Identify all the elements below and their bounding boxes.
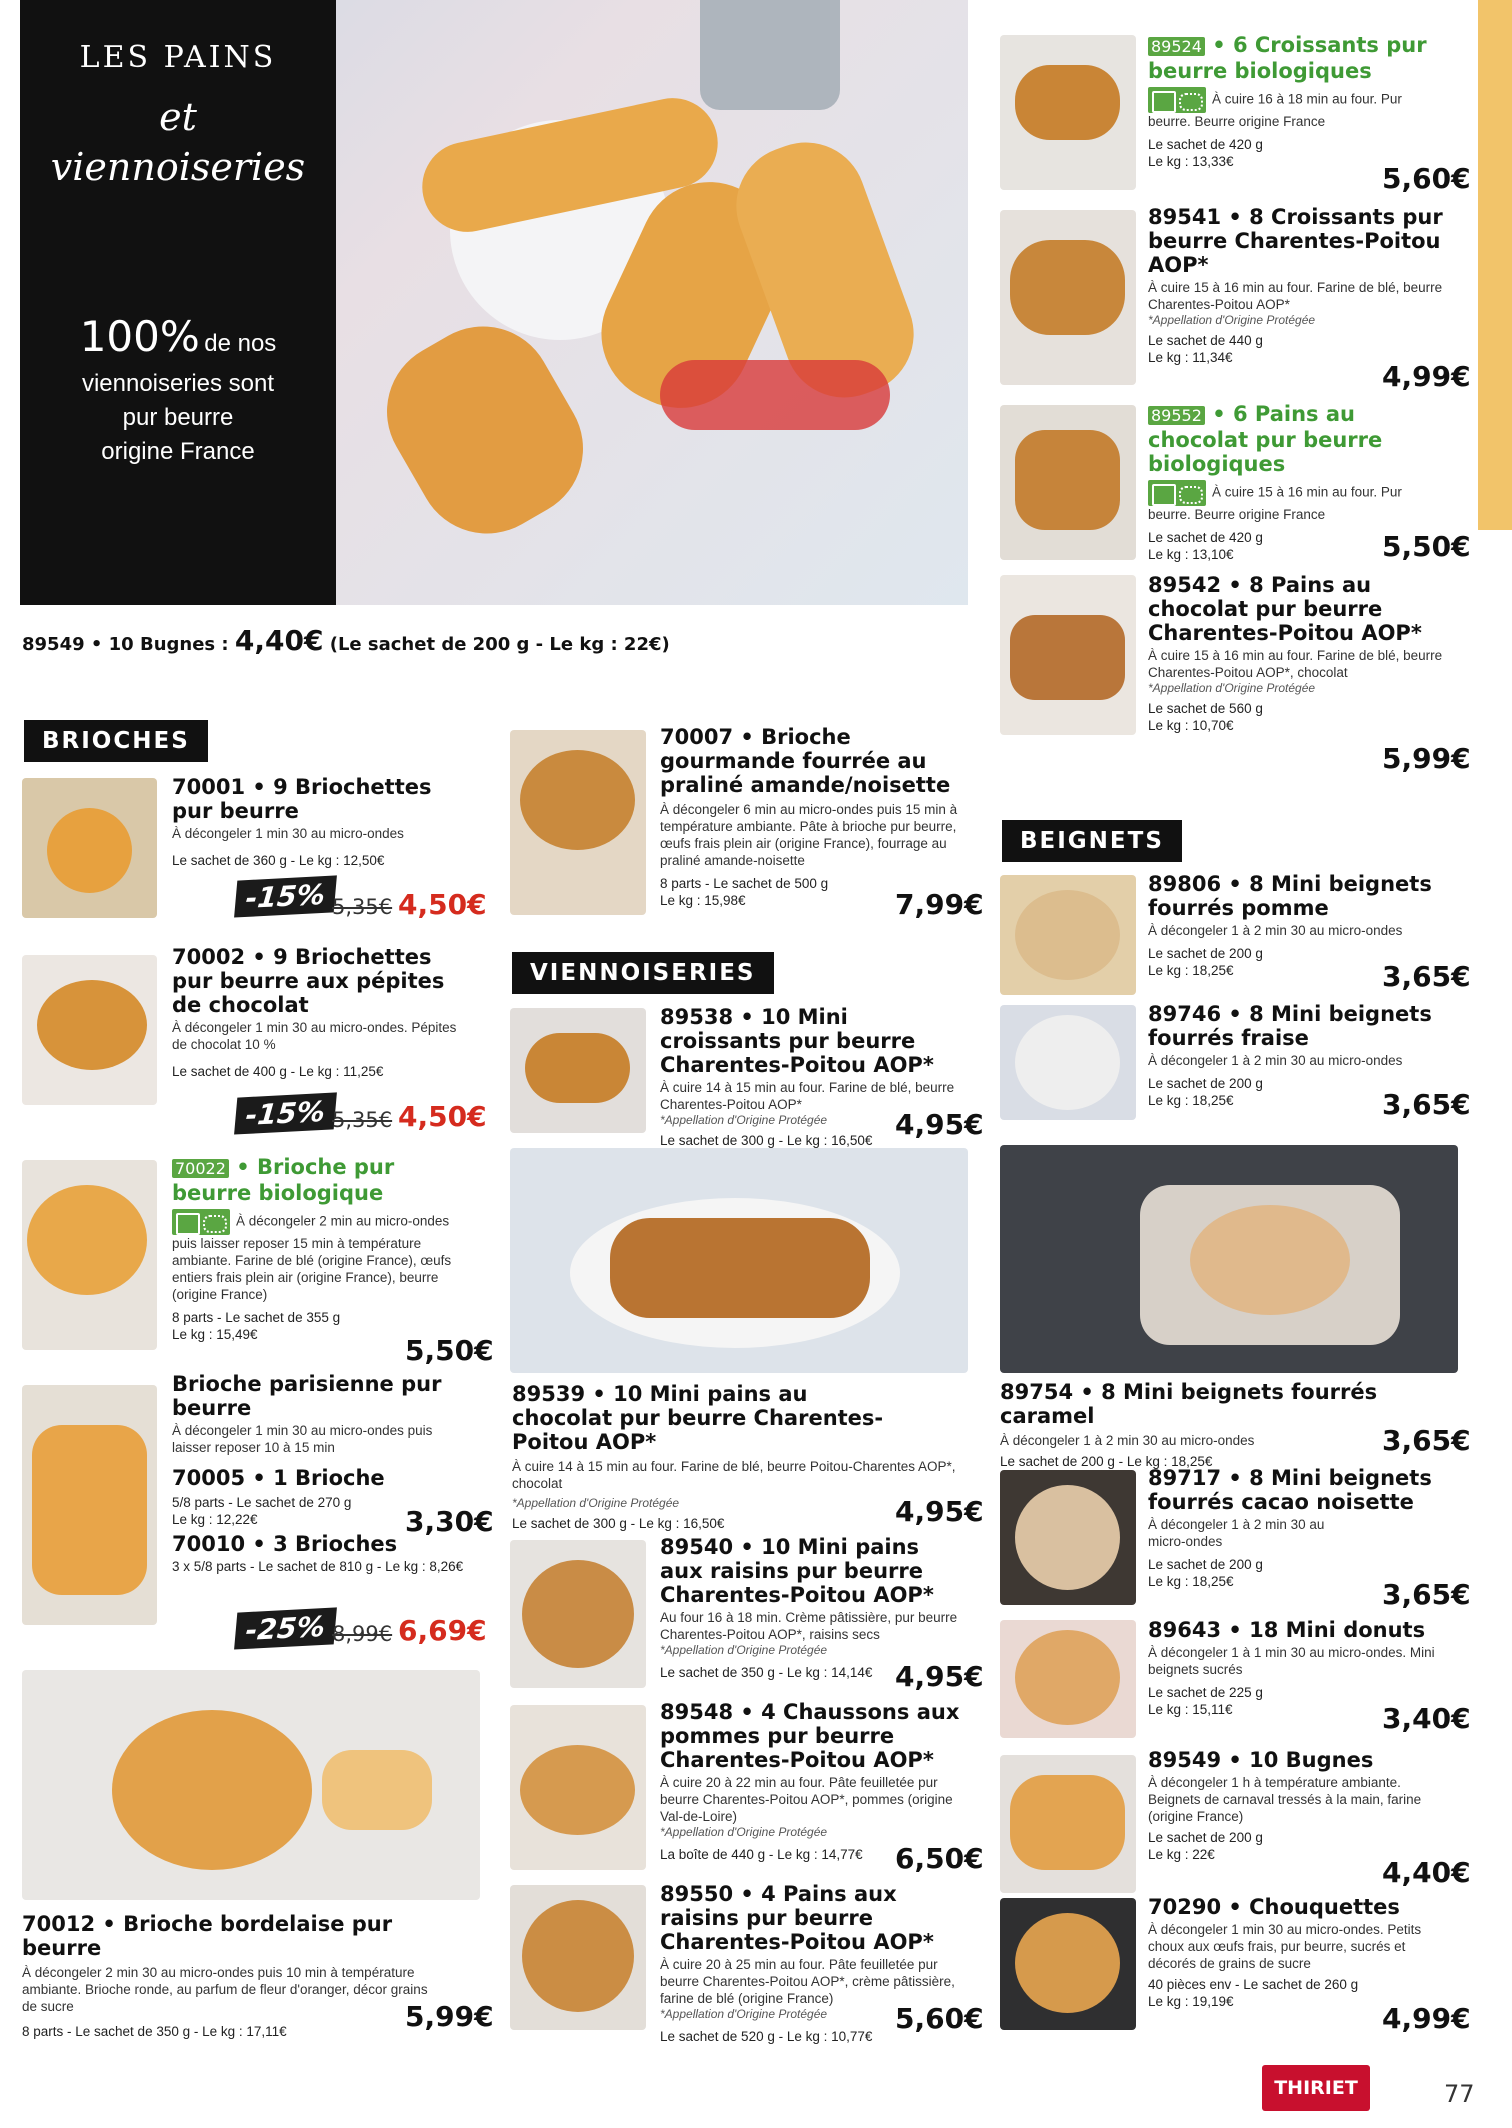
product-pack: 3 x 5/8 parts - Le sachet de 810 g - Le kg : 8,26€ (172, 1559, 464, 1574)
product-name: 70007 • Brioche gourmande fourrée au praliné amande/noisette (660, 725, 951, 797)
product-footnote: *Appellation d'Origine Protégée (512, 1496, 680, 1510)
photo-croissants-bio (1000, 35, 1136, 190)
product-pack: 8 parts - Le sachet de 350 g - Le kg : 17,11€ (22, 2024, 287, 2039)
product-code: 89552 (1148, 406, 1205, 425)
product-desc: À décongeler 1 min 30 au micro-ondes puis laisser reposer 10 à 15 min (172, 1423, 433, 1455)
product-name: 89540 • 10 Mini pains aux raisins pur beurre Charentes-Poitou AOP* (660, 1535, 934, 1607)
product-89549 (1148, 1748, 1448, 1863)
product-price: 4,99€ (1382, 360, 1471, 393)
product-price: 3,40€ (1382, 1702, 1471, 1735)
product-price: 5,60€ (895, 2002, 984, 2035)
product-desc: À décongeler 1 à 2 min 30 au micro-ondes (1000, 1433, 1255, 1448)
photo-beignets-cacao (1000, 1470, 1136, 1605)
product-code: 70022 (172, 1159, 229, 1178)
photo-mini-pains-chocolat (510, 1148, 968, 1373)
product-pack: Le sachet de 420 g (1148, 530, 1263, 545)
product-price: 5,50€ (405, 1334, 494, 1367)
new-price: 4,50€ (398, 1100, 487, 1133)
product-name: 89806 • 8 Mini beignets fourrés pomme (1148, 872, 1432, 920)
product-pack: La boîte de 440 g - Le kg : 14,77€ (660, 1847, 863, 1862)
product-name: 70001 • 9 Briochettes pur beurre (172, 775, 432, 823)
hero-title-2: et (159, 95, 197, 139)
product-pack: Le sachet de 420 g (1148, 137, 1263, 152)
product-name: 89538 • 10 Mini croissants pur beurre Charentes-Poitou AOP* (660, 1005, 934, 1077)
product-price-kg: Le kg : 11,34€ (1148, 350, 1233, 365)
hero-caption-tail: (Le sachet de 200 g - Le kg : 22€) (323, 634, 670, 655)
product-name: 89542 • 8 Pains au chocolat pur beurre Charentes-Poitou AOP* (1148, 573, 1422, 645)
photo-chaussons-pommes (510, 1705, 646, 1870)
bio-label-icon (172, 1209, 230, 1235)
discount-badge: -15% (234, 1092, 336, 1134)
discount-badge: -15% (234, 875, 336, 917)
product-pack: Le sachet de 225 g (1148, 1685, 1263, 1700)
product-name: 89541 • 8 Croissants pur beurre Charentes-Poitou AOP* (1148, 205, 1443, 277)
product-name: 89549 • 10 Bugnes (1148, 1748, 1374, 1772)
product-name: 89550 • 4 Pains aux raisins pur beurre Charentes-Poitou AOP* (660, 1882, 934, 1954)
product-pack: Le sachet de 200 g (1148, 1076, 1263, 1091)
product-desc: À décongeler 1 min 30 au micro-ondes. Petits choux aux œufs frais, pur beurre, sucrés et décorés de grains de sucre (1148, 1922, 1422, 1971)
product-name: 70002 • 9 Briochettes pur beurre aux pépites de chocolat (172, 945, 445, 1017)
product-footnote: *Appellation d'Origine Protégée (1148, 681, 1316, 695)
hero-claim-2: viennoiseries sont (81, 370, 275, 397)
product-price-kg: Le kg : 12,22€ (172, 1512, 258, 1527)
product-pack: Le sachet de 350 g - Le kg : 14,14€ (660, 1665, 873, 1680)
photo-mini-donuts (1000, 1620, 1136, 1738)
product-pack: Le sachet de 400 g - Le kg : 11,25€ (172, 1064, 384, 1079)
product-pack: 5/8 parts - Le sachet de 270 g (172, 1495, 352, 1510)
product-price-kg: Le kg : 18,25€ (1148, 1574, 1234, 1589)
hero-black-panel (20, 0, 336, 605)
product-price: 4,95€ (895, 1660, 984, 1693)
product-desc: Au four 16 à 18 min. Crème pâtissière, pur beurre Charentes-Poitou AOP*, raisins secs (660, 1610, 958, 1642)
product-name: • 6 Croissants pur beurre biologiques (1148, 33, 1427, 83)
hero-title-1: LES PAINS (79, 40, 277, 75)
product-name: 89539 • 10 Mini pains au chocolat pur beurre Charentes-Poitou AOP* (512, 1382, 884, 1454)
product-name: 70012 • Brioche bordelaise pur beurre (22, 1912, 393, 1960)
product-desc: À cuire 14 à 15 min au four. Farine de blé, beurre Poitou-Charentes AOP*, chocolat (512, 1459, 956, 1491)
product-70290 (1148, 1895, 1448, 2010)
product-desc: À décongeler 1 à 2 min 30 au micro-ondes (1148, 1517, 1325, 1549)
photo-briochettes-chocolat (22, 955, 157, 1105)
hero-claim-3: pur beurre (122, 404, 234, 431)
product-price-kg: Le kg : 13,10€ (1148, 547, 1234, 562)
product-pack: Le sachet de 200 g (1148, 946, 1263, 961)
product-price: 4,40€ (1382, 1856, 1471, 1889)
photo-bugnes (1000, 1755, 1136, 1893)
product-price: 4,95€ (895, 1495, 984, 1528)
product-89541 (1148, 205, 1448, 366)
photo-croissants-aop (1000, 210, 1136, 385)
hero-caption-price: 4,40€ (234, 624, 324, 657)
hero-caption-label: 89549 • 10 Bugnes : (22, 634, 235, 655)
product-name: 89754 • 8 Mini beignets fourrés caramel (1000, 1380, 1378, 1428)
new-price: 6,69€ (398, 1614, 487, 1647)
brand-logo (1262, 2065, 1370, 2111)
product-price: 4,99€ (1382, 2002, 1471, 2035)
hero-claim-1: de nos (204, 330, 277, 357)
photo-beignets-caramel (1000, 1145, 1458, 1373)
product-price: 3,65€ (1382, 1088, 1471, 1121)
product-price-kg: Le kg : 22€ (1148, 1847, 1215, 1862)
product-price: 3,30€ (405, 1505, 494, 1538)
product-name: • Brioche pur beurre biologique (172, 1155, 395, 1205)
product-pack: 40 pièces env - Le sachet de 260 g (1148, 1977, 1359, 1992)
photo-mini-croissants (510, 1008, 646, 1133)
photo-pains-raisins (510, 1885, 646, 2030)
hero-claim-percent: 100% (79, 312, 200, 361)
product-price: 3,65€ (1382, 1578, 1471, 1611)
side-tab (1478, 0, 1512, 530)
brand-name: THIRIET (1274, 2077, 1358, 2099)
product-name: Brioche parisienne pur beurre (172, 1372, 442, 1420)
product-price: 5,50€ (1382, 530, 1471, 563)
product-70012 (22, 1912, 462, 2040)
old-price: 5,35€ (332, 895, 393, 919)
product-price: 3,65€ (1382, 1424, 1471, 1457)
product-70007 (660, 725, 965, 909)
product-desc: À décongeler 1 h à température ambiante. Beignets de carnaval tressés à la main, farine (origine France) (1148, 1775, 1422, 1824)
product-price-kg: Le kg : 19,19€ (1148, 1994, 1234, 2009)
product-price-kg: Le kg : 18,25€ (1148, 1093, 1234, 1108)
page-number: 77 (1444, 2080, 1475, 2108)
product-desc: À décongeler 1 min 30 au micro-ondes (172, 826, 404, 841)
product-name: 70290 • Chouquettes (1148, 1895, 1400, 1919)
product-pack: Le sachet de 360 g - Le kg : 12,50€ (172, 853, 385, 868)
product-brioche-parisienne (172, 1372, 472, 1575)
product-pack: Le sachet de 200 g (1148, 1557, 1263, 1572)
product-price: 5,99€ (1382, 742, 1471, 775)
product-pack: Le sachet de 560 g (1148, 701, 1263, 716)
product-name: 89548 • 4 Chaussons aux pommes pur beurre Charentes-Poitou AOP* (660, 1700, 960, 1772)
section-brioches: BRIOCHES (24, 720, 208, 762)
bio-label-icon (1148, 87, 1206, 113)
product-pack: Le sachet de 200 g (1148, 1830, 1263, 1845)
discount-badge: -25% (234, 1607, 336, 1649)
product-89524 (1148, 33, 1448, 170)
product-desc: À cuire 15 à 16 min au four. Pur beurre. Beurre origine France (1148, 484, 1402, 522)
product-price: 7,99€ (895, 888, 984, 921)
product-desc: À cuire 16 à 18 min au four. Pur beurre. Beurre origine France (1148, 91, 1402, 129)
product-name: 89643 • 18 Mini donuts (1148, 1618, 1426, 1642)
photo-brioche-bio (22, 1160, 157, 1350)
product-name: • 6 Pains au chocolat pur beurre biologiques (1148, 402, 1383, 476)
old-price: 8,99€ (332, 1622, 393, 1646)
product-price-kg: Le kg : 15,49€ (172, 1327, 258, 1342)
photo-pains-chocolat-bio (1000, 405, 1136, 560)
product-variant-1: 70005 • 1 Brioche (172, 1466, 385, 1490)
product-desc: À décongeler 1 à 1 min 30 au micro-ondes. Mini beignets sucrés (1148, 1645, 1435, 1677)
product-desc: À décongeler 1 à 2 min 30 au micro-ondes (1148, 923, 1403, 938)
product-footnote: *Appellation d'Origine Protégée (660, 2007, 828, 2021)
product-70022 (172, 1155, 472, 1343)
product-name: 89746 • 8 Mini beignets fourrés fraise (1148, 1002, 1432, 1050)
product-price-kg: Le kg : 15,11€ (1148, 1702, 1233, 1717)
product-price: 4,95€ (895, 1108, 984, 1141)
old-price: 5,35€ (332, 1108, 393, 1132)
photo-brioche-bordelaise (22, 1670, 480, 1900)
product-price: 5,99€ (405, 2000, 494, 2033)
product-pack: 8 parts - Le sachet de 355 g (172, 1310, 341, 1325)
product-price-kg: Le kg : 10,70€ (1148, 718, 1234, 733)
photo-brioche-praline (510, 730, 646, 915)
product-desc: À décongeler 6 min au micro-ondes puis 15 min à température ambiante. Pâte à brioche pur beurre, œufs frais plein air (origine France), fourrage au praliné amande-noisette (660, 802, 958, 868)
product-89542 (1148, 573, 1448, 734)
product-footnote: *Appellation d'Origine Protégée (660, 1825, 828, 1839)
product-desc: À cuire 14 à 15 min au four. Farine de blé, beurre Charentes-Poitou AOP* (660, 1080, 955, 1112)
product-desc: À cuire 20 à 25 min au four. Pâte feuilletée pur beurre Charentes-Poitou AOP*, crème pâtissière, farine de blé (origine France) (660, 1957, 955, 2006)
photo-briochettes (22, 778, 157, 918)
bio-label-icon (1148, 480, 1206, 506)
product-code: 89524 (1148, 37, 1205, 56)
hero-title-3: viennoiseries (50, 145, 306, 189)
section-beignets: BEIGNETS (1002, 820, 1182, 862)
photo-pains-chocolat-aop (1000, 575, 1136, 735)
product-pack: Le sachet de 520 g - Le kg : 10,77€ (660, 2029, 873, 2044)
photo-mini-pains-raisins (510, 1540, 646, 1688)
product-price-kg: Le kg : 15,98€ (660, 893, 746, 908)
photo-brioche-parisienne (22, 1385, 157, 1625)
hero-claim-4: origine France (101, 438, 255, 465)
product-pack: 8 parts - Le sachet de 500 g (660, 876, 829, 891)
hero-caption (22, 624, 670, 657)
product-variant-2: 70010 • 3 Brioches (172, 1532, 398, 1556)
new-price: 4,50€ (398, 888, 487, 921)
product-70002 (172, 945, 472, 1080)
product-footnote: *Appellation d'Origine Protégée (660, 1113, 828, 1127)
product-desc: À cuire 20 à 22 min au four. Pâte feuilletée pur beurre Charentes-Poitou AOP*, pommes (origine Val-de-Loire) (660, 1775, 953, 1824)
product-price-kg: Le kg : 13,33€ (1148, 154, 1234, 169)
product-desc: À décongeler 1 min 30 au micro-ondes. Pépites de chocolat 10 % (172, 1020, 457, 1052)
photo-beignets-fraise (1000, 1005, 1136, 1120)
product-name: 89717 • 8 Mini beignets fourrés cacao noisette (1148, 1466, 1432, 1514)
product-pack: Le sachet de 440 g (1148, 333, 1263, 348)
product-desc: À décongeler 2 min 30 au micro-ondes puis 10 min à température ambiante. Brioche ronde, au parfum de fleur d'oranger, décor grains de sucre (22, 1965, 428, 2014)
product-89548 (660, 1700, 965, 1863)
section-viennoiseries: VIENNOISERIES (512, 952, 774, 994)
product-footnote: *Appellation d'Origine Protégée (660, 1643, 828, 1657)
product-footnote: *Appellation d'Origine Protégée (1148, 313, 1316, 327)
product-desc: À décongeler 2 min au micro-ondes puis laisser reposer 15 min à température ambiante. Farine de blé (origine France), œufs entiers frais plein air (origine France), beurre (origine France) (172, 1213, 452, 1302)
product-price: 3,65€ (1382, 960, 1471, 993)
product-price: 5,60€ (1382, 162, 1471, 195)
product-price: 6,50€ (895, 1842, 984, 1875)
product-70001 (172, 775, 472, 869)
product-89717 (1148, 1466, 1448, 1590)
product-pack: Le sachet de 300 g - Le kg : 16,50€ (660, 1133, 873, 1148)
product-pack: Le sachet de 300 g - Le kg : 16,50€ (512, 1516, 725, 1531)
product-desc: À cuire 15 à 16 min au four. Farine de blé, beurre Charentes-Poitou AOP*, chocolat (1148, 648, 1443, 680)
product-desc: À décongeler 1 à 2 min 30 au micro-ondes (1148, 1053, 1403, 1068)
product-pack: Le sachet de 200 g - Le kg : 18,25€ (1000, 1454, 1213, 1469)
product-desc: À cuire 15 à 16 min au four. Farine de blé, beurre Charentes-Poitou AOP* (1148, 280, 1443, 312)
photo-beignets-pomme (1000, 875, 1136, 995)
photo-chouquettes (1000, 1898, 1136, 2030)
product-price-kg: Le kg : 18,25€ (1148, 963, 1234, 978)
